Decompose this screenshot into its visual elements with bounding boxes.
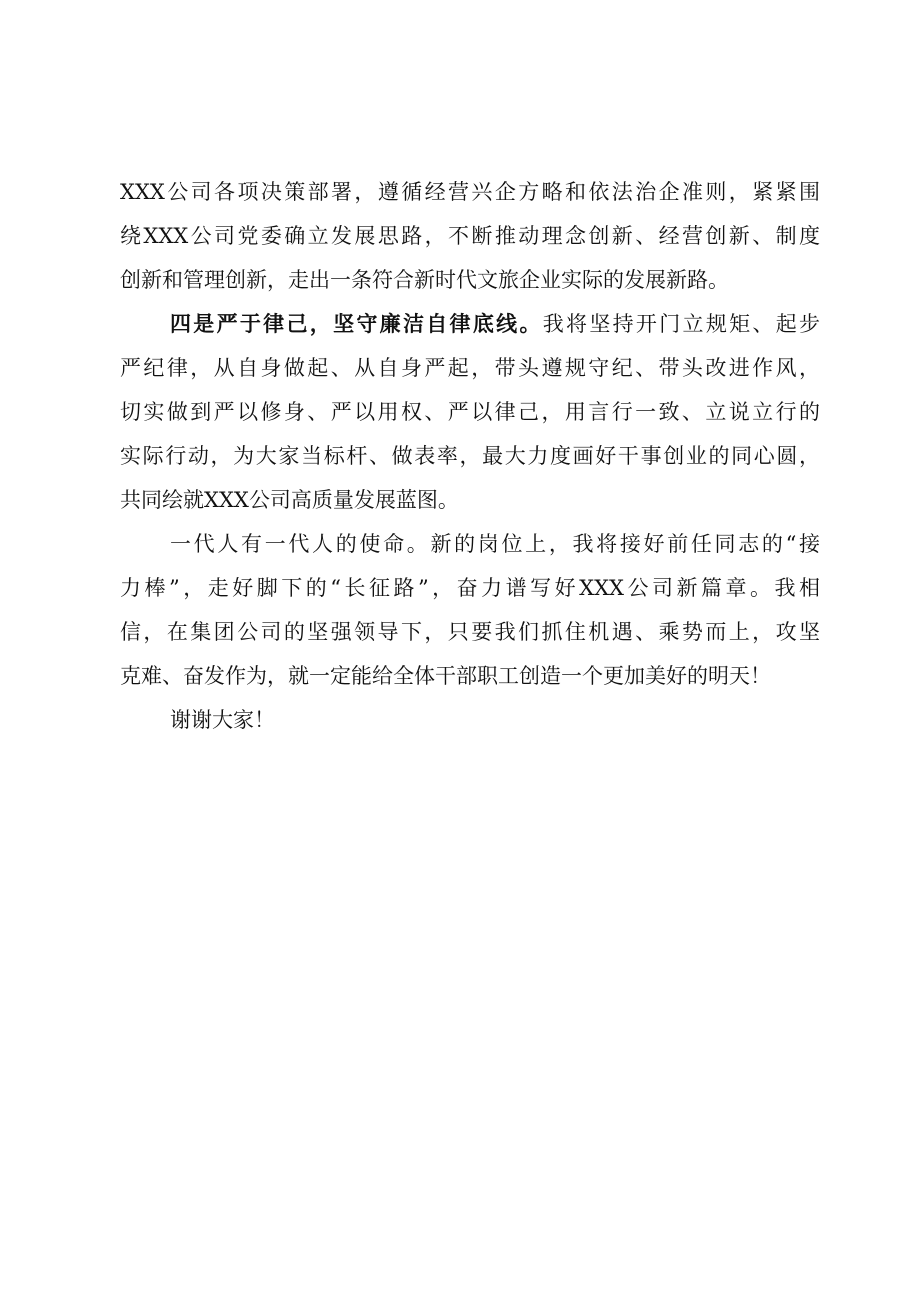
section-heading: 四是严于律己，坚守廉洁自律底线。: [170, 311, 543, 336]
text-line: 共同绘就XXX公司高质量发展蓝图。: [120, 488, 459, 512]
text-line: 切实做到严以修身、严以用权、严以律己，用言行一致、立说立行的: [120, 400, 820, 424]
text-line: 绕XXX公司党委确立发展思路，不断推动理念创新、经营创新、制度: [120, 224, 820, 248]
document-body: [120, 170, 820, 742]
text-line: XXX公司各项决策部署，遵循经营兴企方略和依法治企准则，紧紧围: [120, 180, 820, 204]
text-line: 实际行动，为大家当标杆、做表率，最大力度画好干事创业的同心圆，: [120, 444, 820, 468]
text-line: 力棒”，走好脚下的“长征路”，奋力谱写好XXX公司新篇章。我相: [120, 576, 820, 600]
text-line: 创新和管理创新，走出一条符合新时代文旅企业实际的发展新路。: [120, 268, 729, 292]
closing-remark: 谢谢大家！: [170, 708, 275, 732]
paragraph-mission: [120, 522, 820, 698]
text-line: 一代人有一代人的使命。新的岗位上，我将接好前任同志的“接: [170, 532, 820, 556]
text-line: 克难、奋发作为，就一定能给全体干部职工创造一个更加美好的明天！: [120, 664, 771, 688]
text-span: 我将坚持开门立规矩、起步: [542, 312, 821, 336]
text-line: [120, 302, 820, 346]
paragraph-self-discipline: [120, 302, 820, 522]
text-line: 严纪律，从自身做起、从自身严起，带头遵规守纪、带头改进作风，: [120, 356, 820, 380]
paragraph-decision-deployment: [120, 170, 820, 302]
text-line: 信，在集团公司的坚强领导下，只要我们抓住机遇、乘势而上，攻坚: [120, 620, 820, 644]
